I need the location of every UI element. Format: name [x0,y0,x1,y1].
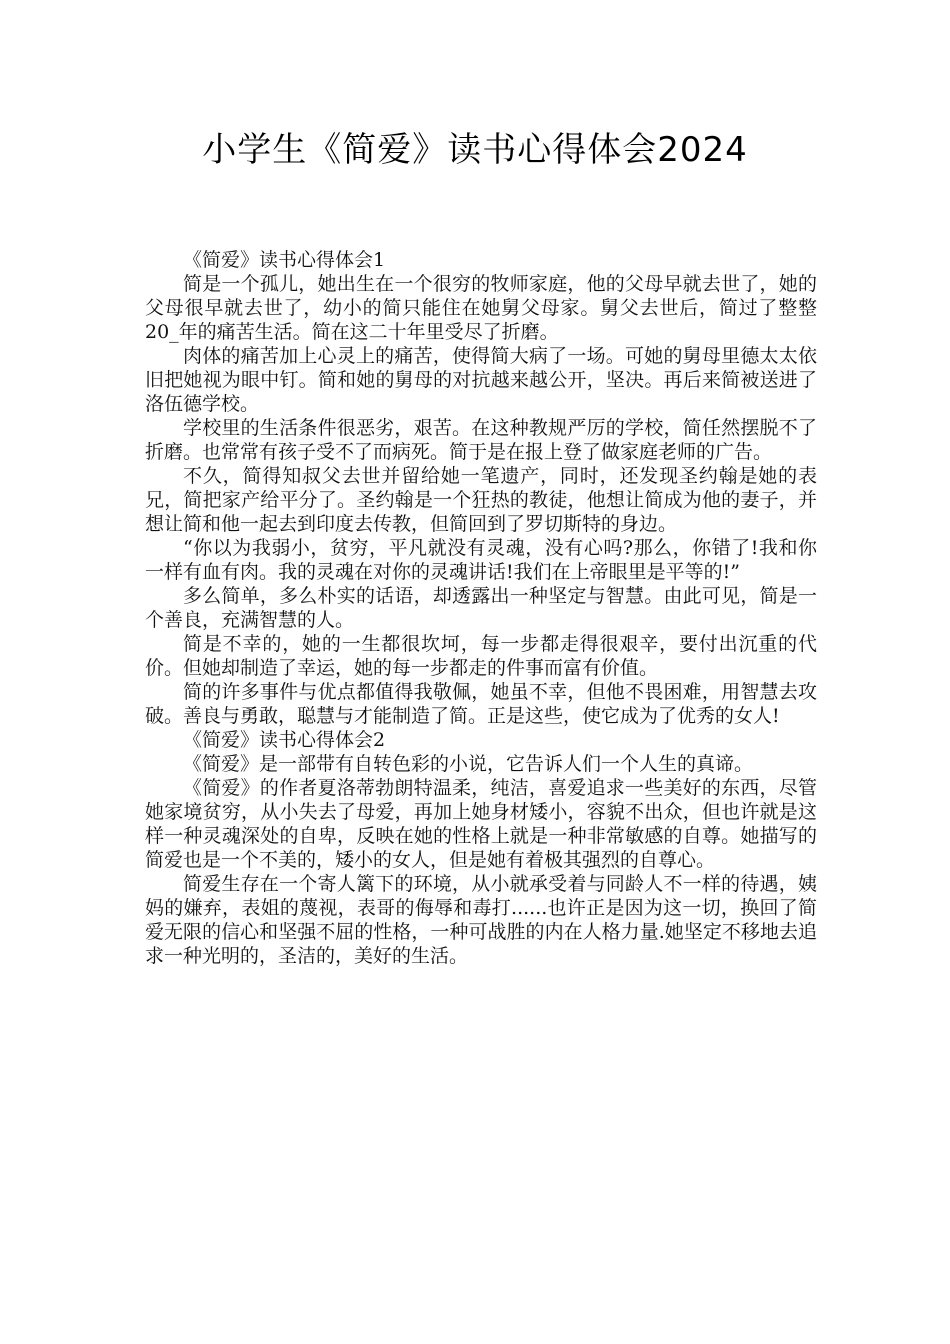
paragraph: 简爱生存在一个寄人篱下的环境，从小就承受着与同龄人不一样的待遇，姨妈的嫌弃，表姐的蔑视，表哥的侮辱和毒打......也许正是因为这一切，换回了简爱无限的信心和坚强不屈的性格，一种可战胜的内在人格力量.她坚定不移地去追求一种光明的，圣洁的，美好的生活。 [145,873,817,967]
paragraph: 多么简单，多么朴实的话语，却透露出一种坚定与智慧。由此可见，简是一个善良，充满智慧的人。 [145,585,817,631]
section-heading-2: 《简爱》读书心得体会2 [183,729,386,751]
paragraph: 不久，简得知叔父去世并留给她一笔遗产，同时，还发现圣约翰是她的表兄，简把家产给平分了。圣约翰是一个狂热的教徒，他想让简成为他的妻子，并想让简和他一起去到印度去传教，但简回到了罗切斯特的身边。 [145,465,817,535]
paragraph: 学校里的生活条件很恶劣，艰苦。在这种教规严厉的学校，简任然摆脱不了折磨。也常常有孩子受不了而病死。简于是在报上登了做家庭老师的广告。 [145,417,817,463]
quote-paragraph: “你以为我弱小，贫穷，平凡就没有灵魂，没有心吗?那么，你错了!我和你一样有血有肉。我的灵魂在对你的灵魂讲话!我们在上帝眼里是平等的!” [145,537,817,583]
section-heading-1: 《简爱》读书心得体会1 [183,249,386,271]
document-title: 小学生《简爱》读书心得体会2024 [202,130,748,170]
document-body [145,248,817,968]
paragraph: 《简爱》是一部带有自转色彩的小说，它告诉人们一个人生的真谛。 [183,753,754,775]
paragraph: 肉体的痛苦加上心灵上的痛苦，使得简大病了一场。可她的舅母里德太太依旧把她视为眼中钉。简和她的舅母的对抗越来越公开，坚决。再后来简被送进了洛伍德学校。 [145,345,817,415]
paragraph: 《简爱》的作者夏洛蒂勃朗特温柔，纯洁，喜爱追求一些美好的东西，尽管她家境贫穷，从小失去了母爱，再加上她身材矮小，容貌不出众，但也许就是这样一种灵魂深处的自卑，反映在她的性格上就是一种非常敏感的自尊。她描写的简爱也是一个不美的，矮小的女人，但是她有着极其强烈的自尊心。 [145,777,817,871]
paragraph: 简是不幸的，她的一生都很坎坷，每一步都走得很艰辛，要付出沉重的代价。但她却制造了幸运，她的每一步都走的件事而富有价值。 [145,633,817,679]
paragraph: 简是一个孤儿，她出生在一个很穷的牧师家庭，他的父母早就去世了，她的父母很早就去世了，幼小的简只能住在她舅父母家。舅父去世后，简过了整整20_年的痛苦生活。简在这二十年里受尽了折磨。 [145,273,817,343]
paragraph: 简的许多事件与优点都值得我敬佩，她虽不幸，但他不畏困难，用智慧去攻破。善良与勇敢，聪慧与才能制造了简。正是这些，使它成为了优秀的女人! [145,681,817,727]
